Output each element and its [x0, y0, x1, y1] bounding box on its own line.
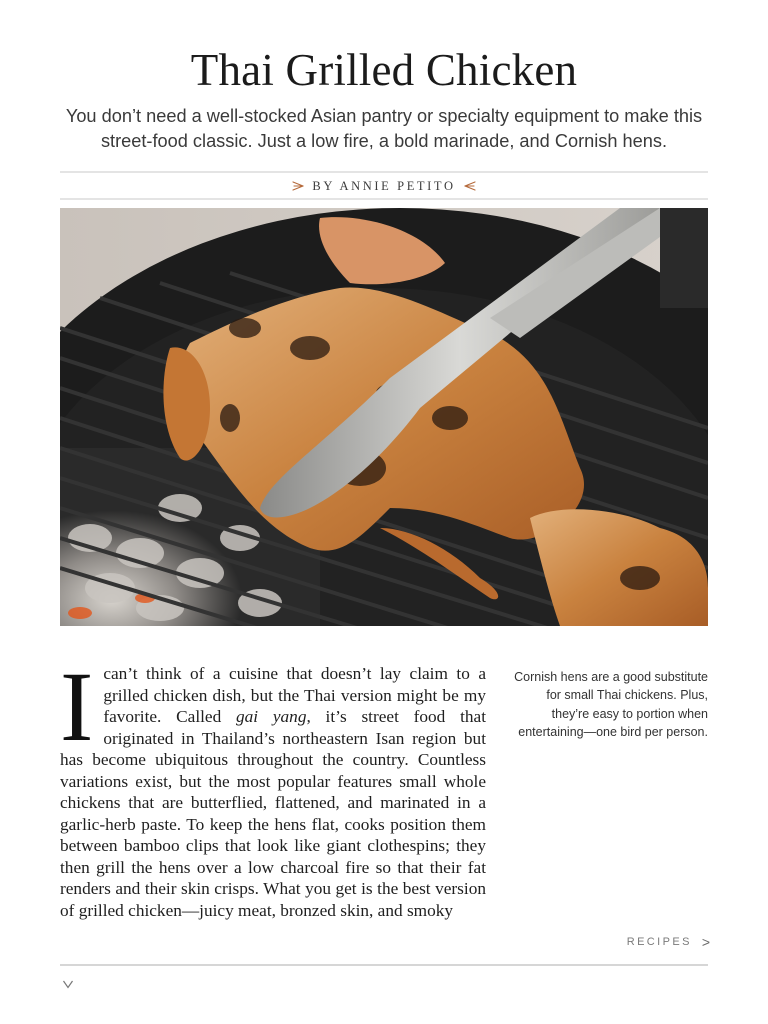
expand-button[interactable]: [60, 976, 76, 992]
right-ornament-icon: [464, 180, 476, 192]
body-text-segment: , it’s street food that originated in Thailand’s northeastern Isan region but has become ubiquitous throughout the country. Countless variations exist, but the most popular features small whole chickens that are butterflied, flattened, and marinated in a garlic-herb paste. To keep the hens flat, cooks position them between bamboo clips that look like giant clothespins; they then grill the hens over a low charcoal fire so that their fat renders and their skin crisps. What you get is the best version of grilled chicken—juicy meat, bronzed skin, and smoky: [60, 707, 486, 920]
byline: [0, 177, 768, 195]
author-byline: BY ANNIE PETITO: [312, 178, 456, 193]
grilled-chicken-photo: [60, 208, 708, 626]
byline-top-divider: [60, 171, 708, 173]
byline-bottom-divider: [60, 198, 708, 200]
hero-image: [60, 208, 708, 626]
recipes-section-link[interactable]: [600, 932, 710, 952]
article-title: Thai Grilled Chicken: [190, 45, 578, 95]
article-body: [60, 651, 486, 921]
section-label: RECIPES: [626, 936, 692, 948]
article-subtitle: You don’t need a well-stocked Asian pantry or specialty equipment to make this street-food classic. Just a low fire, a bold marinade, and Cornish hens.: [65, 106, 703, 151]
left-ornament-icon: [292, 180, 304, 192]
chevron-down-icon[interactable]: [62, 979, 74, 989]
footer-divider: [60, 964, 708, 966]
drop-cap: I: [60, 651, 94, 762]
chevron-right-icon[interactable]: >: [701, 934, 710, 950]
body-text-segment: can’t think of a cuisine that doesn’t lay claim to a grilled chicken dish, but the Thai version might be my favorite. Called: [103, 664, 486, 726]
body-italic-term: gai yang: [236, 707, 307, 726]
sidebar-note: Cornish hens are a good substitute for small Thai chickens. Plus, they’re easy to portion when entertaining—one bird per person.: [514, 670, 708, 740]
